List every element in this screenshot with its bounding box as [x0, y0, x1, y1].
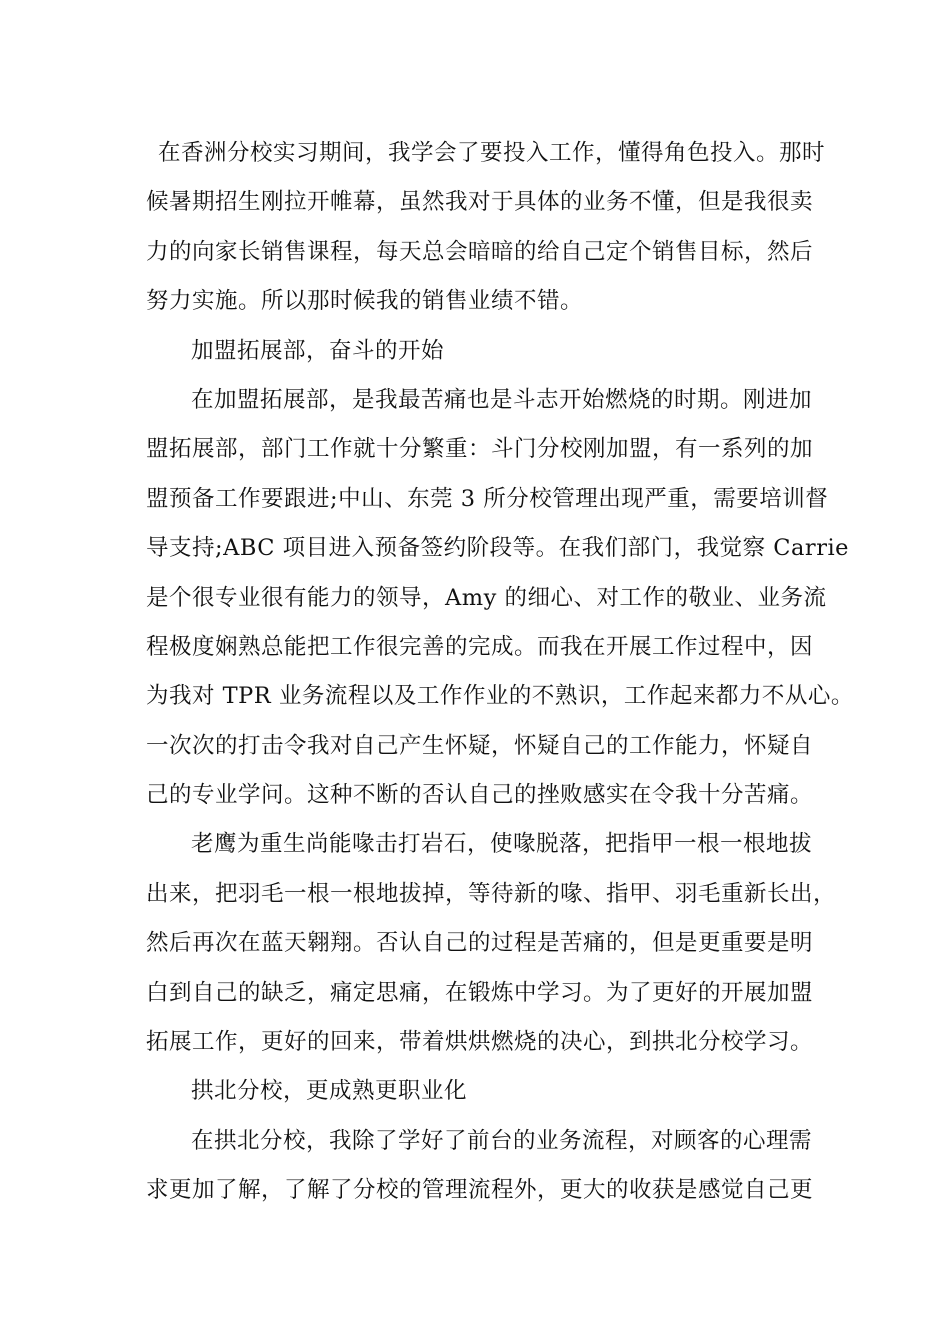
section-heading: 加盟拓展部，奋斗的开始 — [191, 337, 445, 364]
text-line: 然后再次在蓝天翱翔。否认自己的过程是苦痛的，但是更重要是明 — [146, 930, 814, 957]
paragraph-internship — [146, 129, 826, 327]
text-line: 出来，把羽毛一根一根地拔掉，等待新的喙、指甲、羽毛重新长出， — [146, 880, 837, 907]
text-line: 导支持;ABC 项目进入预备签约阶段等。在我们部门，我觉察 Carrie — [146, 535, 849, 562]
text-line: 在加盟拓展部，是我最苦痛也是斗志开始燃烧的时期。刚进加 — [191, 386, 813, 413]
text-line: 候暑期招生刚拉开帷幕，虽然我对于具体的业务不懂，但是我很卖 — [146, 189, 814, 216]
text-line: 在香洲分校实习期间，我学会了要投入工作，懂得角色投入。那时 — [158, 140, 826, 166]
paragraph-gongbei — [146, 1117, 816, 1216]
text-line: 白到自己的缺乏，痛定思痛，在锻炼中学习。为了更好的开展加盟 — [146, 979, 814, 1006]
section-heading: 拱北分校，更成熟更职业化 — [191, 1078, 468, 1105]
text-line: 在拱北分校，我除了学好了前台的业务流程，对顾客的心理需 — [191, 1127, 813, 1154]
text-line: 努力实施。所以那时候我的销售业绩不错。 — [146, 288, 584, 315]
document-page — [146, 129, 854, 1216]
section-heading-franchise — [146, 327, 816, 376]
text-line: 程极度娴熟总能把工作很完善的完成。而我在开展工作过程中，因 — [146, 633, 814, 660]
text-line: 盟拓展部，部门工作就十分繁重：斗门分校刚加盟，有一系列的加 — [146, 436, 814, 463]
text-line: 己的专业学问。这种不断的否认自己的挫败感实在令我十分苦痛。 — [146, 782, 814, 809]
paragraph-franchise — [146, 376, 854, 821]
text-line: 力的向家长销售课程，每天总会暗暗的给自己定个销售目标，然后 — [146, 238, 814, 265]
text-line: 老鹰为重生尚能喙击打岩石，使喙脱落，把指甲一根一根地拔 — [191, 831, 813, 858]
text-line: 求更加了解，了解了分校的管理流程外，更大的收获是感觉自己更 — [146, 1177, 814, 1204]
section-heading-gongbei — [146, 1067, 816, 1116]
paragraph-eagle — [146, 820, 837, 1067]
text-line: 盟预备工作要跟进;中山、东莞 3 所分校管理出现严重，需要培训督 — [146, 485, 829, 512]
text-line: 是个很专业很有能力的领导，Amy 的细心、对工作的敬业、业务流 — [146, 584, 827, 611]
text-line: 拓展工作，更好的回来，带着烘烘燃烧的决心，到拱北分校学习。 — [146, 1029, 814, 1056]
text-line: 为我对 TPR 业务流程以及工作作业的不熟识，工作起来都力不从心。 — [146, 683, 854, 710]
text-line: 一次次的打击令我对自己产生怀疑，怀疑自己的工作能力，怀疑自 — [146, 732, 814, 759]
